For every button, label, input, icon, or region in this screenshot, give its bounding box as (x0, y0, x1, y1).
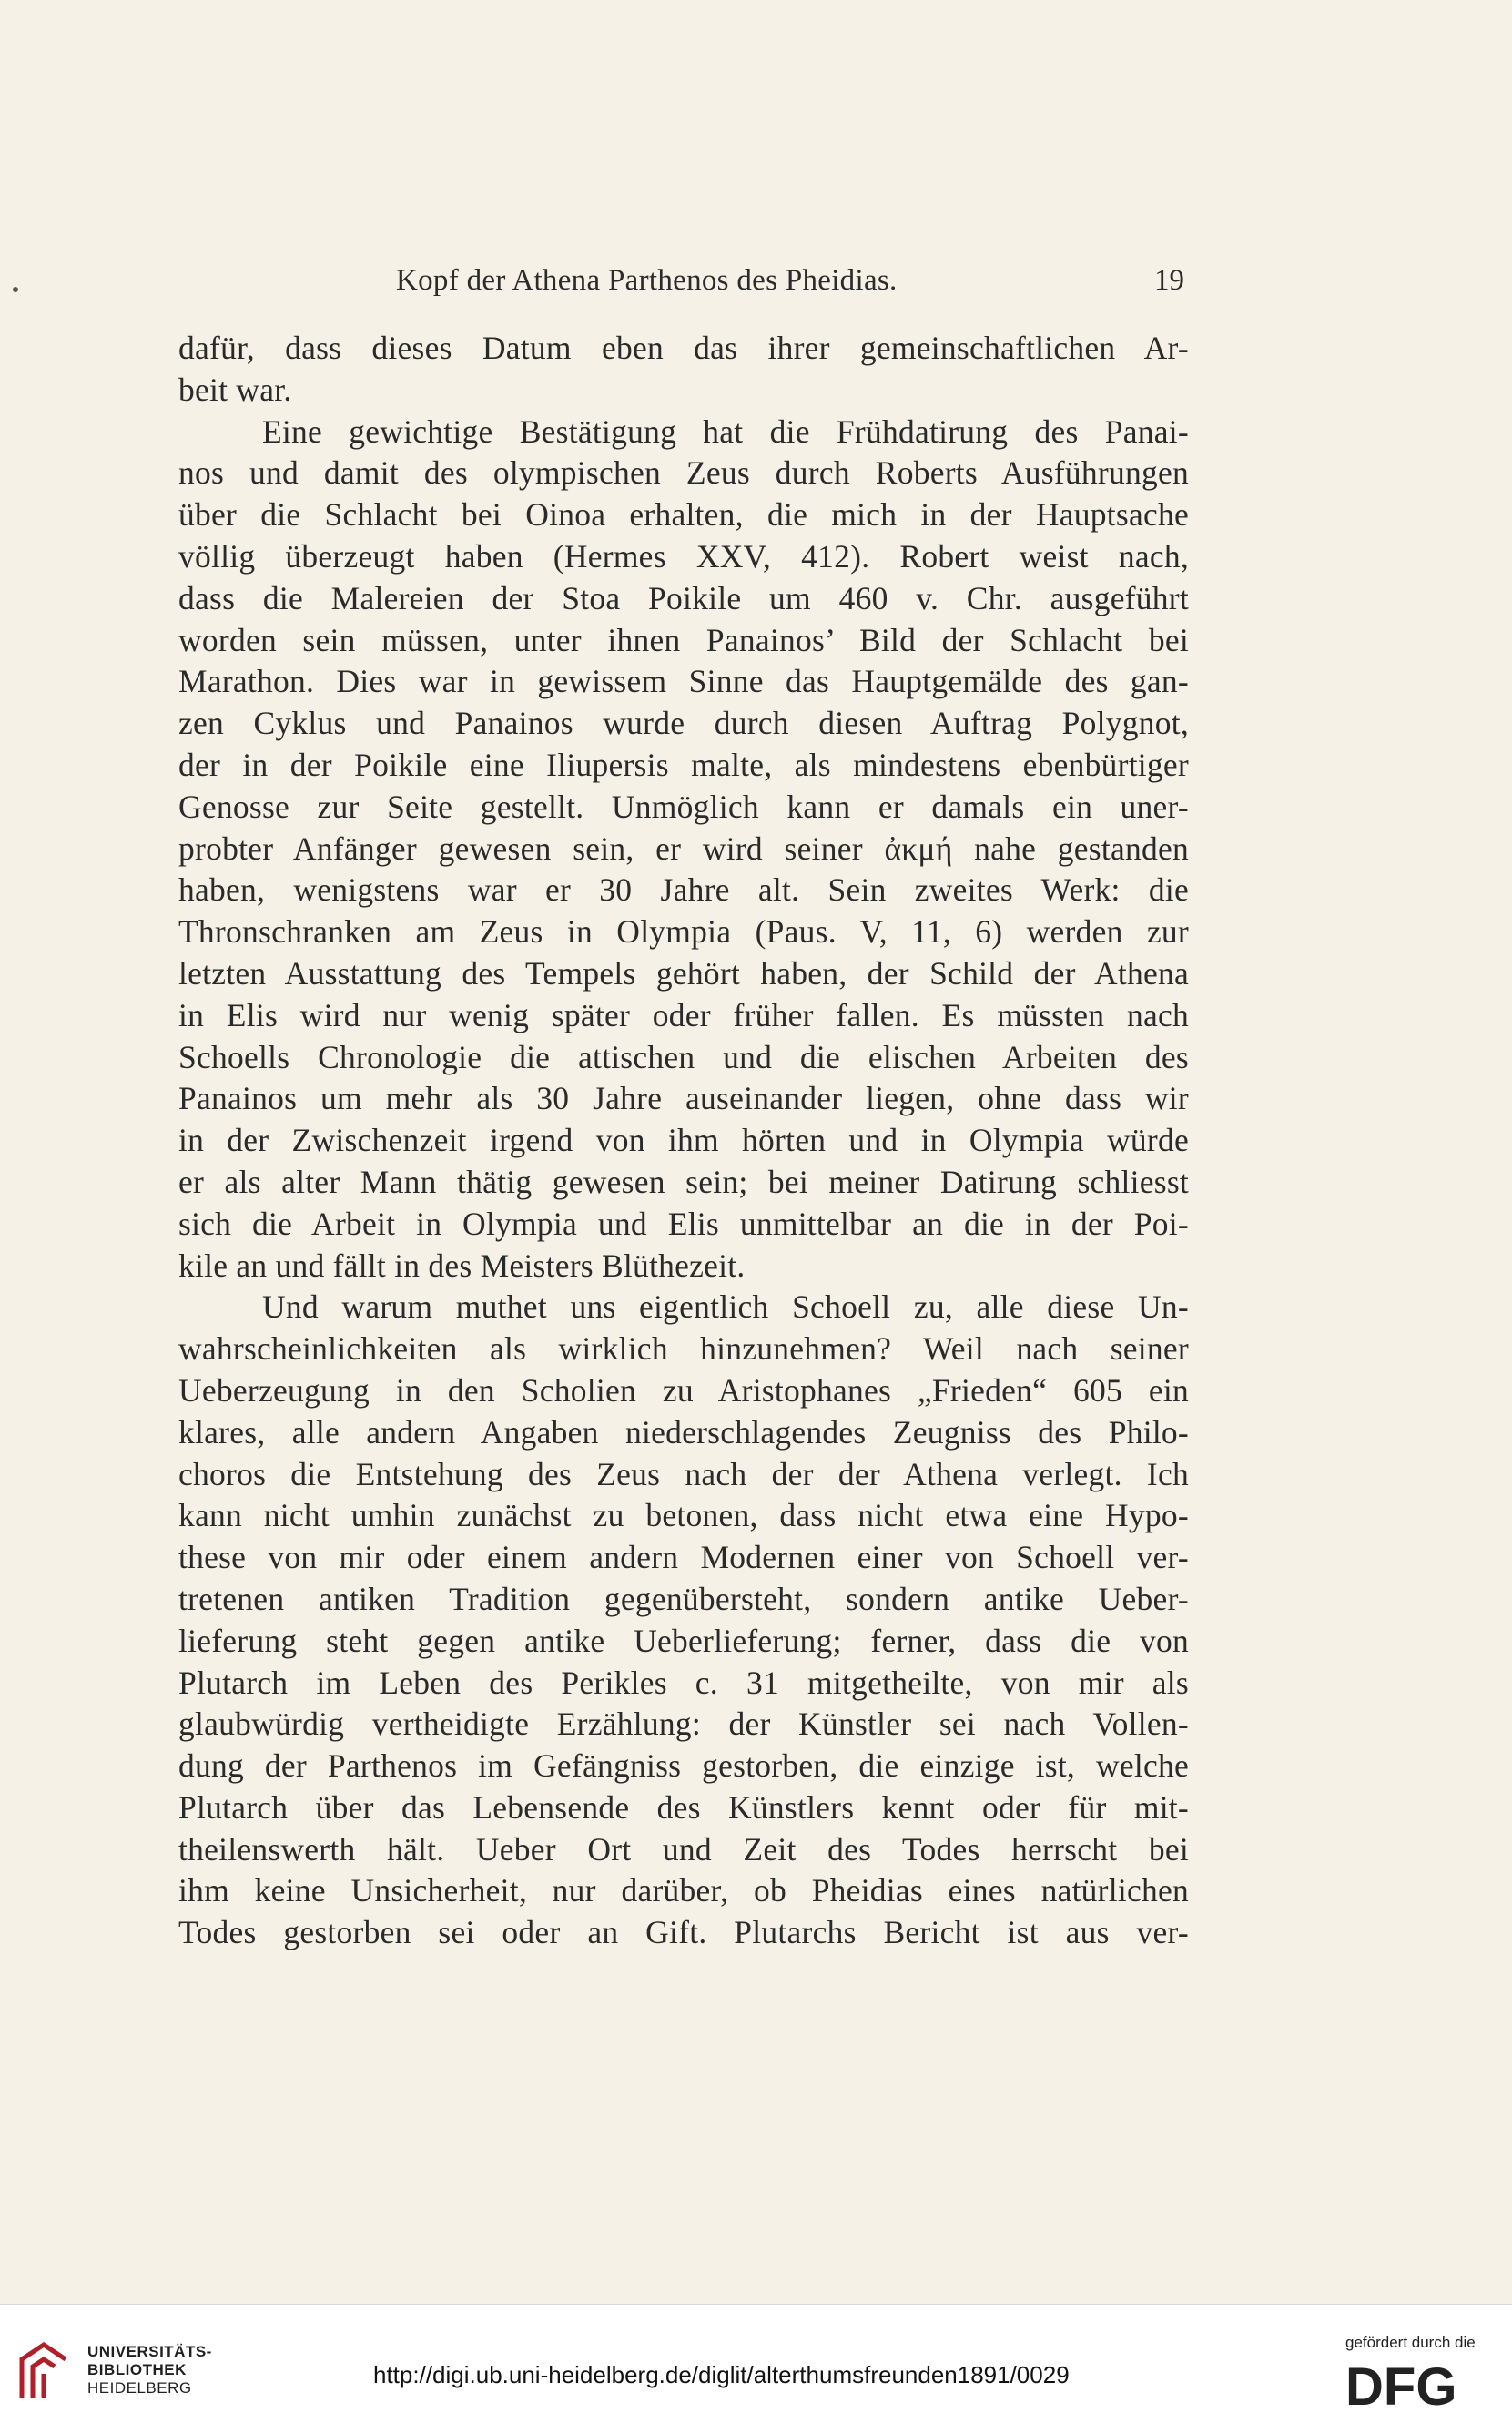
text-line: Plutarch im Leben des Perikles c. 31 mitgetheilte, von mir als (178, 1664, 1189, 1701)
text-line: Thronschranken am Zeus in Olympia (Paus. V, 11, 6) werden zur (178, 913, 1189, 951)
text-line: sich die Arbeit in Olympia und Elis unmittelbar an die in der Poi- (178, 1205, 1189, 1242)
text-line: der in der Poikile eine Iliupersis malte, als mindestens ebenbürtiger (178, 746, 1189, 783)
text-line: Plutarch über das Lebensende des Künstlers kennt oder für mit- (178, 1788, 1189, 1826)
footer-bar (0, 2304, 1512, 2423)
permalink-url[interactable]: http://digi.ub.uni-heidelberg.de/diglit/alterthumsfreunden1891/0029 (373, 2361, 1070, 2388)
text-line: theilenswerth hält. Ueber Ort und Zeit des Todes herrscht bei (178, 1830, 1189, 1868)
text-line: Todes gestorben sei oder an Gift. Plutarchs Bericht ist aus ver- (178, 1914, 1189, 1951)
text-line: Genosse zur Seite gestellt. Unmöglich kann er damals ein uner- (178, 788, 1189, 825)
margin-mark (13, 287, 18, 292)
library-logo-icon (16, 2339, 71, 2403)
text-line: in der Zwischenzeit irgend von ihm hörten und in Olympia würde (178, 1122, 1189, 1159)
text-line: Und warum muthet uns eigentlich Schoell zu, alle diese Un- (262, 1288, 1189, 1326)
library-line: BIBLIOTHEK (87, 2361, 187, 2378)
text-line: wahrscheinlichkeiten als wirklich hinzunehmen? Weil nach seiner (178, 1330, 1189, 1368)
text-line: tretenen antiken Tradition gegenübersteht, sondern antike Ueber- (178, 1580, 1189, 1617)
text-line: nos und damit des olympischen Zeus durch Roberts Ausführungen (178, 454, 1189, 492)
text-line: kile an und fällt in des Meisters Blüthezeit. (178, 1247, 746, 1284)
text-line: dass die Malereien der Stoa Poikile um 460 v. Chr. ausgeführt (178, 579, 1189, 616)
text-line: zen Cyklus und Panainos wurde durch diesen Auftrag Polygnot, (178, 705, 1189, 742)
funding-caption: gefördert durch die (1345, 2334, 1476, 2351)
dfg-logo-text: DFG (1345, 2359, 1457, 2410)
text-line: these von mir oder einem andern Modernen einer von Schoell ver- (178, 1539, 1189, 1576)
text-line: ihm keine Unsicherheit, nur darüber, ob Pheidias eines natürlichen (178, 1872, 1189, 1909)
text-line: kann nicht umhin zunächst zu betonen, dass nicht etwa eine Hypo- (178, 1497, 1189, 1534)
dfg-logo-icon (1345, 2359, 1495, 2410)
text-line: in Elis wird nur wenig später oder früher fallen. Es müssten nach (178, 996, 1189, 1033)
text-line: über die Schlacht bei Oinoa erhalten, die mich in der Hauptsache (178, 496, 1189, 534)
text-line: Ueberzeugung in den Scholien zu Aristophanes „Frieden“ 605 ein (178, 1371, 1189, 1409)
text-line: Eine gewichtige Bestätigung hat die Frühdatirung des Panai- (262, 412, 1189, 450)
text-line: Marathon. Dies war in gewissem Sinne das Hauptgemälde des gan- (178, 663, 1189, 700)
text-line: choros die Entstehung des Zeus nach der der Athena verlegt. Ich (178, 1455, 1189, 1492)
running-title: Kopf der Athena Parthenos des Pheidias. (396, 264, 898, 297)
text-line: lieferung steht gegen antike Ueberlieferung; ferner, dass die von (178, 1622, 1189, 1659)
text-line: Schoells Chronologie die attischen und die elischen Arbeiten des (178, 1038, 1189, 1075)
page-number: 19 (1154, 264, 1184, 297)
text-line: glaubwürdig vertheidigte Erzählung: der Künstler sei nach Vollen- (178, 1705, 1189, 1743)
text-line: dung der Parthenos im Gefängniss gestorben, die einzige ist, welche (178, 1747, 1189, 1785)
text-line: dafür, dass dieses Datum eben das ihrer gemeinschaftlichen Ar- (178, 330, 1189, 366)
text-line: probter Anfänger gewesen sein, er wird seiner ἀκμή nahe gestanden (178, 830, 1189, 867)
text-line: völlig überzeugt haben (Hermes XXV, 412). Robert weist nach, (178, 537, 1189, 575)
text-line: haben, wenigstens war er 30 Jahre alt. Sein zweites Werk: die (178, 871, 1189, 909)
library-name (87, 2343, 212, 2398)
text-line: klares, alle andern Angaben niederschlagendes Zeugniss des Philo- (178, 1413, 1189, 1451)
text-line: er als alter Mann thätig gewesen sein; bei meiner Datirung schliesst (178, 1163, 1189, 1200)
text-line: letzten Ausstattung des Tempels gehört haben, der Schild der Athena (178, 954, 1189, 992)
library-line: HEIDELBERG (87, 2379, 192, 2397)
body-text (178, 328, 1189, 1954)
text-line: beit war. (178, 371, 292, 408)
library-line: UNIVERSITÄTS- (87, 2343, 212, 2360)
text-line: worden sein müssen, unter ihnen Panainos’ Bild der Schlacht bei (178, 621, 1189, 658)
text-line: Panainos um mehr als 30 Jahre auseinander liegen, ohne dass wir (178, 1080, 1189, 1117)
